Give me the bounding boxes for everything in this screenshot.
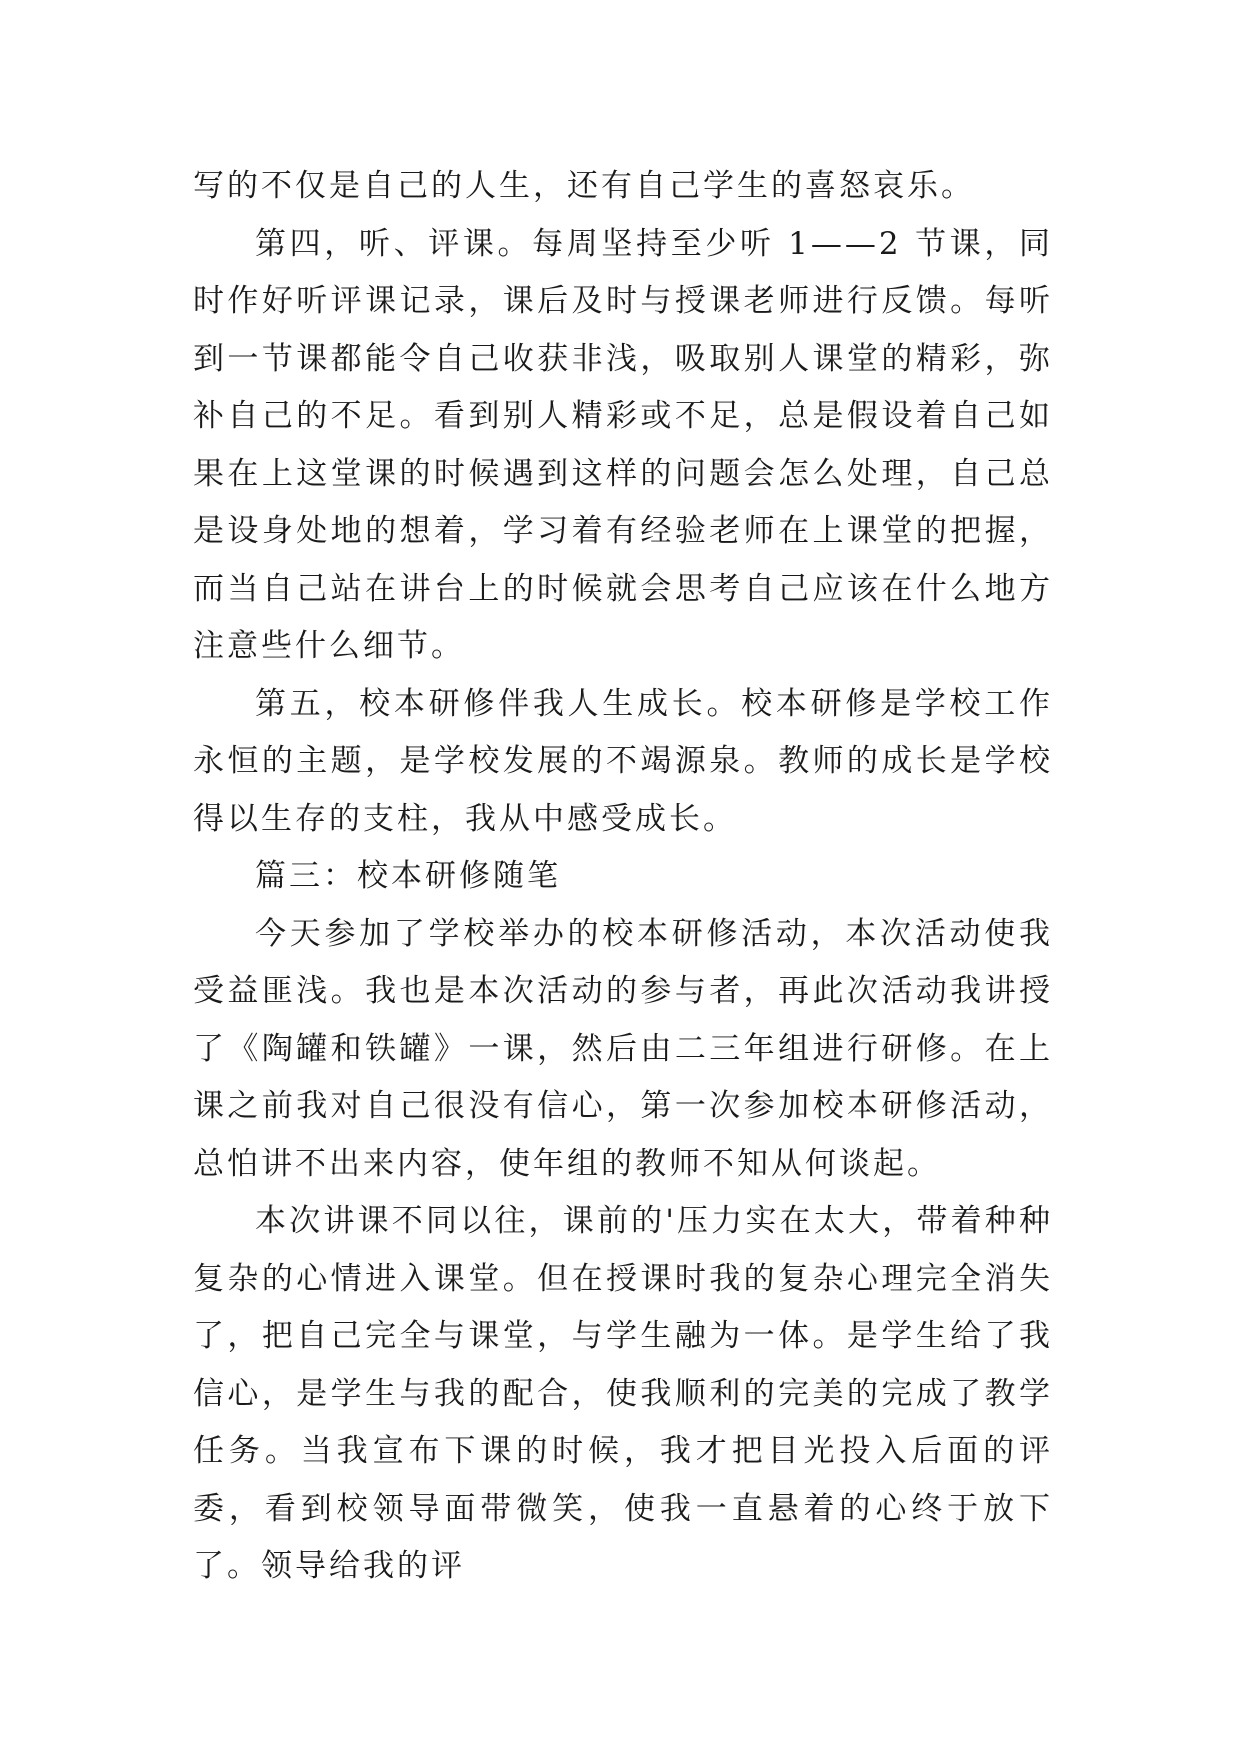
- paragraph-continuation: 写的不仅是自己的人生，还有自己学生的喜怒哀乐。: [193, 168, 975, 204]
- paragraph-lecture: 本次讲课不同以往，课前的'压力实在太大，带着种种复杂的心情进入课堂。但在授课时我的复杂心理完全消失了，把自己完全与课堂，与学生融为一体。是学生给了我信心，是学生与我的配合，使我顺利的完美的完成了教学任务。当我宣布下课的时候，我才把目光投入后面的评委，看到校领导面带微笑，使我一直悬着的心终于放下了。领导给我的评: [193, 1203, 1053, 1584]
- document-body: [193, 158, 1053, 1596]
- paragraph-activity: 今天参加了学校举办的校本研修活动，本次活动使我受益匪浅。我也是本次活动的参与者，再此次活动我讲授了《陶罐和铁罐》一课，然后由二三年组进行研修。在上课之前我对自己很没有信心，第一次参加校本研修活动，总怕讲不出来内容，使年组的教师不知从何谈起。: [193, 915, 1053, 1182]
- section-heading: 篇三：校本研修随笔: [255, 858, 561, 894]
- paragraph-fourth-point: 第四，听、评课。每周坚持至少听 1——2 节课，同时作好听评课记录，课后及时与授课老师进行反馈。每听到一节课都能令自己收获非浅，吸取别人课堂的精彩，弥补自己的不足。看到别人精彩或不足，总是假设着自己如果在上这堂课的时候遇到这样的问题会怎么处理，自己总是设身处地的想着，学习着有经验老师在上课堂的把握，而当自己站在讲台上的时候就会思考自己应该在什么地方注意些什么细节。: [193, 225, 1053, 664]
- paragraph-fifth-point: 第五，校本研修伴我人生成长。校本研修是学校工作永恒的主题，是学校发展的不竭源泉。教师的成长是学校得以生存的支柱，我从中感受成长。: [193, 685, 1053, 837]
